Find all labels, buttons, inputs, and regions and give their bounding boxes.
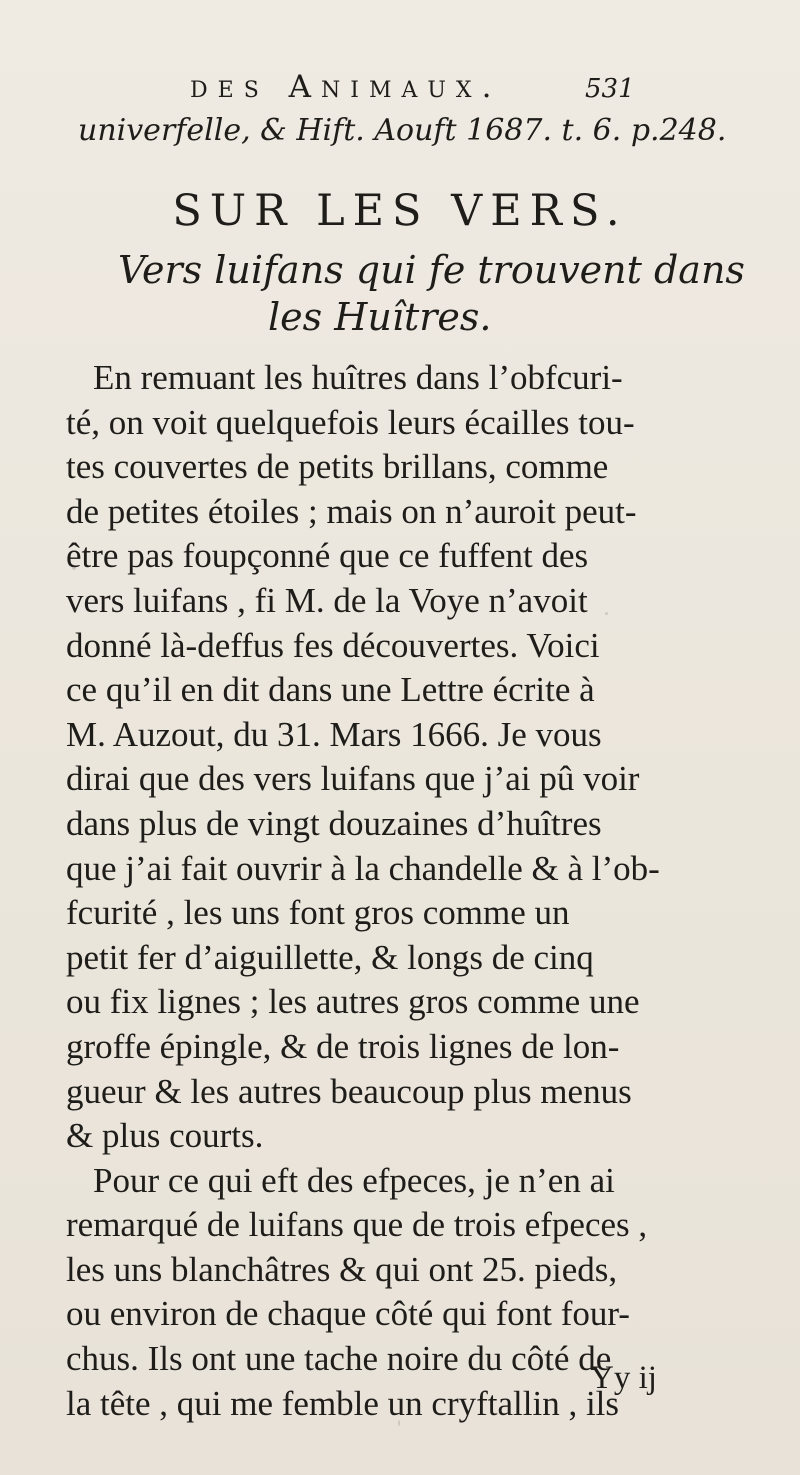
body-line: ce qu’il en dit dans une Lettre écrite à [66,670,595,710]
body-line: groffe épingle, & de trois lignes de lon- [66,1026,620,1066]
body-line: fcurité , les uns font gros comme un [66,893,570,933]
body-line: Pour ce qui eft des efpeces, je n’en ai [93,1160,615,1200]
body-line: de petites étoiles ; mais on n’auroit peut- [66,491,637,531]
body-line: que j’ai fait ouvrir à la chandelle & à l’ob- [66,848,660,888]
body-line: la tête , qui me femble un cryftallin , ils [66,1383,620,1423]
body-line: M. Auzout, du 31. Mars 1666. Je vous [66,714,602,754]
body-line: donné là-deffus fes découvertes. Voici [66,625,600,665]
page-number: 531 [585,74,635,104]
paper-speck [398,1420,400,1426]
citation-line: univerfelle, & Hift. Aouft 1687. t. 6. p.248. [78,113,727,148]
paper-speck [605,612,608,615]
body-line: gueur & les autres beaucoup plus menus [66,1071,632,1111]
signature-mark: Yy ij [590,1360,657,1396]
body-line: ou fix lignes ; les autres gros comme une [66,982,640,1022]
body-line: té, on voit quelquefois leurs écailles tou- [66,402,635,442]
body-line: les uns blanchâtres & qui ont 25. pieds, [66,1249,618,1289]
subtitle [118,247,745,341]
paper-speck [72,566,76,570]
body-line: vers luifans , fi M. de la Voye n’avoit [66,580,588,620]
body-line: dans plus de vingt douzaines d’huîtres [66,803,602,843]
body-line: chus. Ils ont une tache noire du côté de [66,1339,612,1379]
body-line: tes couvertes de petits brillans, comme [66,447,609,487]
body-line: En remuant les huîtres dans l’obfcuri- [93,358,623,397]
body-line: être pas foupçonné que ce fuffent des [66,536,589,576]
body-line: ou environ de chaque côté qui font four- [66,1294,630,1334]
subtitle-line: les Huîtres. [268,295,492,340]
section-title: SUR LES VERS. [172,186,628,236]
body-line: dirai que des vers luifans que j’ai pû voir [66,759,640,799]
body-text [66,356,744,1426]
running-head: des Animaux. [190,69,502,105]
body-line: & plus courts. [66,1116,264,1156]
body-line: remarqué de luifans que de trois efpeces , [66,1205,648,1245]
subtitle-line: Vers luifans qui fe trouvent dans [118,248,745,292]
body-line: petit fer d’aiguillette, & longs de cinq [66,937,594,977]
